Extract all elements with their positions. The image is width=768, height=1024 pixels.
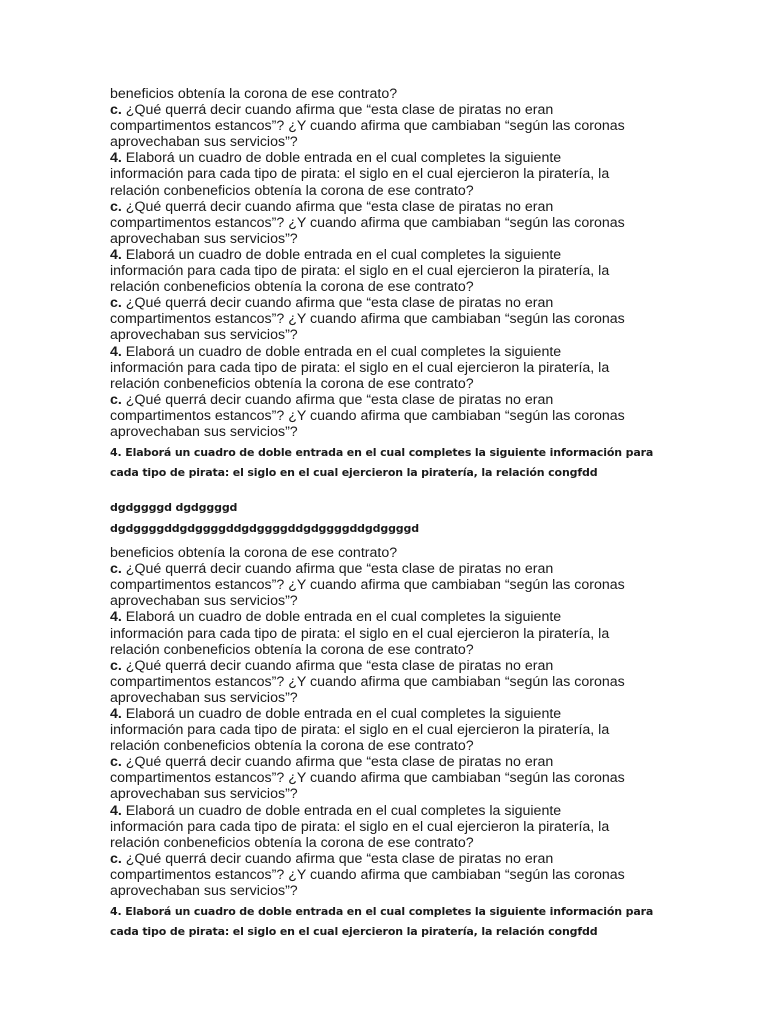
line-text: compartimentos estancos”? ¿Y cuando afirma que cambiaban “según las coronas <box>110 866 625 883</box>
line-text: Elaborá un cuadro de doble entrada en el cual completes la siguiente <box>121 246 562 263</box>
text-line <box>110 392 655 408</box>
line-text: ¿Qué querrá decir cuando afirma que “esta clase de piratas no eran <box>121 561 554 578</box>
line-text: ¿Qué querrá decir cuando afirma que “esta clase de piratas no eran <box>121 295 554 312</box>
line-text: Elaborá un cuadro de doble entrada en el cual completes la siguiente <box>121 150 562 167</box>
line-text: ¿Qué querrá decir cuando afirma que “esta clase de piratas no eran <box>121 391 554 408</box>
line-text: ¿Qué querrá decir cuando afirma que “esta clase de piratas no eran <box>121 102 554 119</box>
item-marker: c. <box>110 657 122 674</box>
item-marker: c. <box>110 198 122 215</box>
line-text: aprovechaban sus servicios”? <box>110 689 298 706</box>
line-text: relación conbeneficios obtenía la corona de ese contrato? <box>110 641 474 658</box>
item-marker: c. <box>110 561 122 578</box>
section-a <box>110 86 655 440</box>
line-text: Elaborá un cuadro de doble entrada en el cual completes la siguiente <box>121 706 562 722</box>
section-b-bold-paragraph-line-1: 4. Elaborá un cuadro de doble entrada en el cual completes la siguiente información para <box>110 905 654 919</box>
section-a-bold-paragraph-line-1: 4. Elaborá un cuadro de doble entrada en el cual completes la siguiente información para <box>110 446 654 460</box>
text-line <box>110 134 655 150</box>
item-marker: c. <box>110 102 122 119</box>
text-line <box>110 835 655 851</box>
text-line <box>110 545 655 561</box>
line-text: compartimentos estancos”? ¿Y cuando afirma que cambiaban “según las coronas <box>110 673 625 690</box>
text-line <box>110 118 655 134</box>
line-text: aprovechaban sus servicios”? <box>110 230 298 247</box>
text-line <box>110 851 655 867</box>
line-text: beneficios obtenía la corona de ese contrato? <box>110 545 398 562</box>
text-line <box>110 344 655 360</box>
item-marker: c. <box>110 850 122 867</box>
line-text: ¿Qué querrá decir cuando afirma que “esta clase de piratas no eran <box>121 198 554 215</box>
line-text: aprovechaban sus servicios”? <box>110 786 298 803</box>
line-text: aprovechaban sus servicios”? <box>110 593 298 610</box>
text-line <box>110 150 655 166</box>
text-line <box>110 738 655 754</box>
line-text: relación conbeneficios obtenía la corona de ese contrato? <box>110 375 474 392</box>
text-line <box>110 231 655 247</box>
line-text: compartimentos estancos”? ¿Y cuando afirma que cambiaban “según las coronas <box>110 770 625 787</box>
document-body <box>110 86 655 942</box>
line-text: Elaborá un cuadro de doble entrada en el cual completes la siguiente <box>121 609 562 626</box>
line-text: información para cada tipo de pirata: el siglo en el cual ejercieron la piratería, la <box>110 359 610 376</box>
text-line <box>110 295 655 311</box>
text-line <box>110 690 655 706</box>
line-text: ¿Qué querrá decir cuando afirma que “esta clase de piratas no eran <box>121 850 554 867</box>
line-text: información para cada tipo de pirata: el siglo en el cual ejercieron la piratería, la <box>110 263 610 280</box>
item-marker: c. <box>110 391 122 408</box>
text-line <box>110 706 655 722</box>
text-line <box>110 360 655 376</box>
section-a-bold-paragraph-line-2: cada tipo de pirata: el siglo en el cual ejercieron la piratería, la relación congfdd <box>110 466 598 480</box>
line-text: aprovechaban sus servicios”? <box>110 883 298 900</box>
text-line <box>110 199 655 215</box>
item-marker: 4. <box>110 802 122 819</box>
text-line <box>110 577 655 593</box>
item-marker: 4. <box>110 246 122 263</box>
text-line <box>110 819 655 835</box>
text-line <box>110 754 655 770</box>
text-line <box>110 279 655 295</box>
item-marker: 4. <box>110 150 122 167</box>
text-line <box>110 786 655 802</box>
text-line <box>110 247 655 263</box>
item-marker: 4. <box>110 609 122 626</box>
text-line <box>110 867 655 883</box>
item-marker: 4. <box>110 706 122 722</box>
text-line <box>110 770 655 786</box>
text-line <box>110 609 655 625</box>
text-line <box>110 215 655 231</box>
text-line <box>110 883 655 899</box>
line-text: ¿Qué querrá decir cuando afirma que “esta clase de piratas no eran <box>121 657 554 674</box>
item-marker: c. <box>110 295 122 312</box>
text-line <box>110 642 655 658</box>
line-text: ¿Qué querrá decir cuando afirma que “esta clase de piratas no eran <box>121 754 554 771</box>
line-text: Elaborá un cuadro de doble entrada en el cual completes la siguiente <box>121 343 562 360</box>
line-text: compartimentos estancos”? ¿Y cuando afirma que cambiaban “según las coronas <box>110 407 625 424</box>
line-text: información para cada tipo de pirata: el siglo en el cual ejercieron la piratería, la <box>110 166 610 183</box>
item-marker: c. <box>110 754 122 771</box>
line-text: información para cada tipo de pirata: el siglo en el cual ejercieron la piratería, la <box>110 818 610 835</box>
line-text: aprovechaban sus servicios”? <box>110 423 298 440</box>
text-line <box>110 658 655 674</box>
text-line <box>110 311 655 327</box>
line-text: Elaborá un cuadro de doble entrada en el cual completes la siguiente <box>121 802 562 819</box>
text-line <box>110 803 655 819</box>
line-text: información para cada tipo de pirata: el siglo en el cual ejercieron la piratería, la <box>110 722 610 739</box>
line-text: compartimentos estancos”? ¿Y cuando afirma que cambiaban “según las coronas <box>110 577 625 594</box>
text-line <box>110 561 655 577</box>
line-text: aprovechaban sus servicios”? <box>110 327 298 344</box>
line-text: relación conbeneficios obtenía la corona de ese contrato? <box>110 738 474 755</box>
filler-text-line-1: dgdggggd dgdggggd <box>110 501 238 515</box>
text-line <box>110 86 655 102</box>
section-b <box>110 545 655 899</box>
text-line <box>110 722 655 738</box>
text-line <box>110 408 655 424</box>
filler-text-line-2: dgdggggddgdggggddgdggggddgdggggddgdggggd <box>110 522 419 536</box>
text-line <box>110 263 655 279</box>
text-line <box>110 674 655 690</box>
line-text: compartimentos estancos”? ¿Y cuando afirma que cambiaban “según las coronas <box>110 214 625 231</box>
item-marker: 4. <box>110 343 122 360</box>
line-text: relación conbeneficios obtenía la corona de ese contrato? <box>110 279 474 296</box>
text-line <box>110 593 655 609</box>
text-line <box>110 424 655 440</box>
line-text: compartimentos estancos”? ¿Y cuando afirma que cambiaban “según las coronas <box>110 118 625 135</box>
text-line <box>110 626 655 642</box>
text-line <box>110 376 655 392</box>
text-line <box>110 183 655 199</box>
line-text: información para cada tipo de pirata: el siglo en el cual ejercieron la piratería, la <box>110 625 610 642</box>
line-text: aprovechaban sus servicios”? <box>110 134 298 151</box>
line-text: compartimentos estancos”? ¿Y cuando afirma que cambiaban “según las coronas <box>110 311 625 328</box>
text-line <box>110 102 655 118</box>
text-line <box>110 166 655 182</box>
line-text: relación conbeneficios obtenía la corona de ese contrato? <box>110 182 474 199</box>
section-b-bold-paragraph-line-2: cada tipo de pirata: el siglo en el cual ejercieron la piratería, la relación congfdd <box>110 925 598 939</box>
line-text: beneficios obtenía la corona de ese contrato? <box>110 86 398 102</box>
text-line <box>110 327 655 343</box>
line-text: relación conbeneficios obtenía la corona de ese contrato? <box>110 834 474 851</box>
